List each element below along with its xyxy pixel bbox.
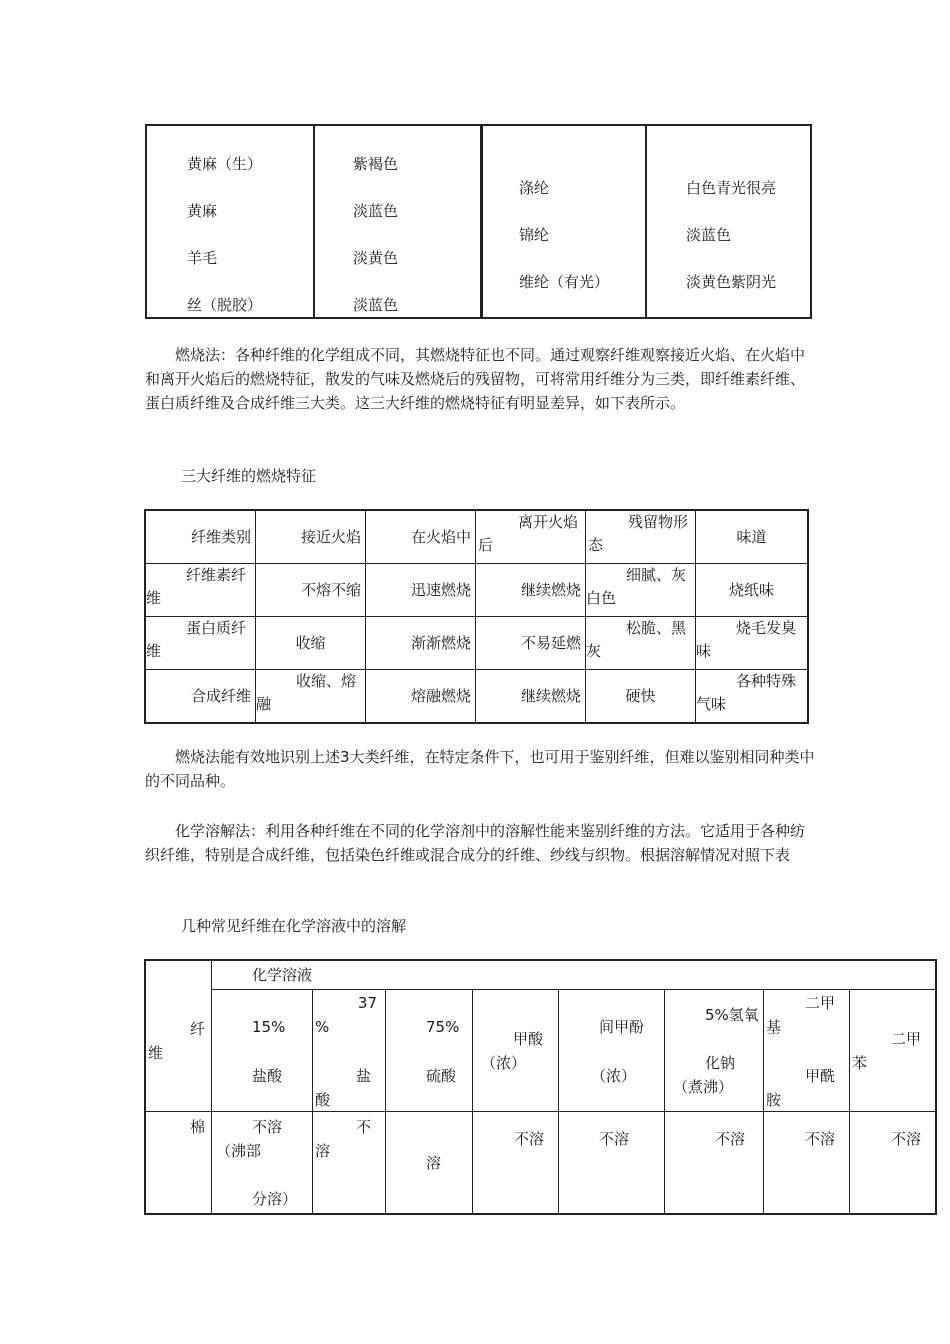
solvent-header: 5%氢氧 化钠 （煮沸） — [665, 990, 764, 1112]
burning-note-paragraph: 燃烧法能有效地识别上述3大类纤维，在特定条件下，也可用于鉴别纤维，但难以鉴别相同种类中的不同品种。 — [145, 748, 815, 790]
fluorescence-color: 白色青光很亮 — [686, 179, 777, 197]
table-divider — [313, 126, 315, 317]
fiber-name: 维纶（有光） — [519, 273, 610, 291]
fiber-category: 纤维素纤维 — [146, 564, 256, 617]
fiber-name: 羊毛 — [187, 249, 218, 267]
table-cell: 继续燃烧 — [476, 670, 586, 723]
table-row — [146, 670, 808, 723]
fiber-name: 黄麻（生） — [187, 155, 263, 173]
table-cell: 不 溶 — [313, 1112, 386, 1214]
fluorescence-color: 淡蓝色 — [353, 296, 399, 314]
column-header: 纤维类别 — [146, 511, 256, 564]
solvent-header: 37 % 盐 酸 — [313, 990, 386, 1112]
table-cell: 不易延燃 — [476, 617, 586, 670]
fluorescence-color: 淡黄色 — [353, 249, 399, 267]
table-row — [146, 1112, 936, 1214]
column-header: 残留物形态 — [586, 511, 696, 564]
column-header: 接近火焰 — [256, 511, 366, 564]
table-cell: 不溶 — [473, 1112, 559, 1214]
table-cell: 迅速燃烧 — [366, 564, 476, 617]
fluorescence-color: 淡蓝色 — [353, 202, 399, 220]
fiber-name: 锦纶 — [519, 226, 550, 244]
solvent-header: 75% 硫酸 — [386, 990, 473, 1112]
fiber-header-text: 维 — [148, 1044, 164, 1062]
fluorescence-color: 淡蓝色 — [686, 226, 732, 244]
solvent-header: 二甲 基 甲酰 胺 — [764, 990, 850, 1112]
table-cell: 继续燃烧 — [476, 564, 586, 617]
table-row — [146, 564, 808, 617]
column-header: 离开火焰后 — [476, 511, 586, 564]
fiber-header — [146, 961, 212, 1112]
solvent-header: 甲酸 （浓） — [473, 990, 559, 1112]
table-cell: 不溶 — [764, 1112, 850, 1214]
table-cell: 烧纸味 — [696, 564, 808, 617]
fiber-category: 蛋白质纤维 — [146, 617, 256, 670]
fiber-name: 棉 — [146, 1112, 212, 1214]
solvent-header: 间甲酚 （浓） — [559, 990, 665, 1112]
solvent-header-row — [146, 990, 936, 1112]
table-cell: 硬快 — [586, 670, 696, 723]
table-cell: 不熔不缩 — [256, 564, 366, 617]
fiber-name: 丝（脱胶） — [187, 296, 263, 314]
chemical-table-caption: 几种常见纤维在化学溶液中的溶解 — [181, 917, 407, 935]
table-cell: 松脆、黑灰 — [586, 617, 696, 670]
table-cell: 熔融燃烧 — [366, 670, 476, 723]
fiber-name: 涤纶 — [519, 179, 550, 197]
table-divider — [480, 126, 483, 317]
chemical-method-paragraph: 化学溶解法：利用各种纤维在不同的化学溶剂中的溶解性能来鉴别纤维的方法。它适用于各种纺织纤维，特别是合成纤维，包括染色纤维或混合成分的纤维、纱线与织物。根据溶解情况对照下表 — [145, 822, 806, 864]
table-cell: 不溶 — [850, 1112, 936, 1214]
group-header: 化学溶液 — [212, 961, 936, 990]
table-header-row — [146, 961, 936, 990]
table-cell: 溶 — [386, 1112, 473, 1214]
fluorescence-table — [145, 124, 812, 319]
table-cell: 各种特殊气味 — [696, 670, 808, 723]
table-cell: 渐渐燃烧 — [366, 617, 476, 670]
table-cell: 烧毛发臭味 — [696, 617, 808, 670]
table-header-row — [146, 511, 808, 564]
table-cell: 收缩、熔融 — [256, 670, 366, 723]
table-cell: 细腻、灰白色 — [586, 564, 696, 617]
fiber-name: 黄麻 — [187, 202, 218, 220]
table-divider — [645, 126, 647, 317]
solvent-header: 二甲 苯 — [850, 990, 936, 1112]
burning-table-caption: 三大纤维的燃烧特征 — [181, 467, 317, 485]
burning-method-paragraph: 燃烧法：各种纤维的化学组成不同，其燃烧特征也不同。通过观察纤维观察接近火焰、在火焰中和离开火焰后的燃烧特征，散发的气味及燃烧后的残留物，可将常用纤维分为三类，即纤维素纤维、蛋白质纤维及合成纤维三大类。这三大纤维的燃烧特征有明显差异，如下表所示。 — [145, 346, 806, 412]
fluorescence-color: 紫褐色 — [353, 155, 399, 173]
table-row — [146, 617, 808, 670]
table-cell: 收缩 — [256, 617, 366, 670]
column-header: 味道 — [696, 511, 808, 564]
burning-characteristics-table — [145, 510, 808, 723]
table-cell: 不溶 — [665, 1112, 764, 1214]
fluorescence-color: 淡黄色紫阴光 — [686, 273, 777, 291]
chemical-solubility-table — [145, 960, 936, 1214]
fiber-header-text: 纤 — [189, 1020, 205, 1038]
solvent-header: 15% 盐酸 — [212, 990, 313, 1112]
table-cell: 不溶 （沸部 分溶） — [212, 1112, 313, 1214]
table-cell: 不溶 — [559, 1112, 665, 1214]
fiber-category: 合成纤维 — [146, 670, 256, 723]
column-header: 在火焰中 — [366, 511, 476, 564]
